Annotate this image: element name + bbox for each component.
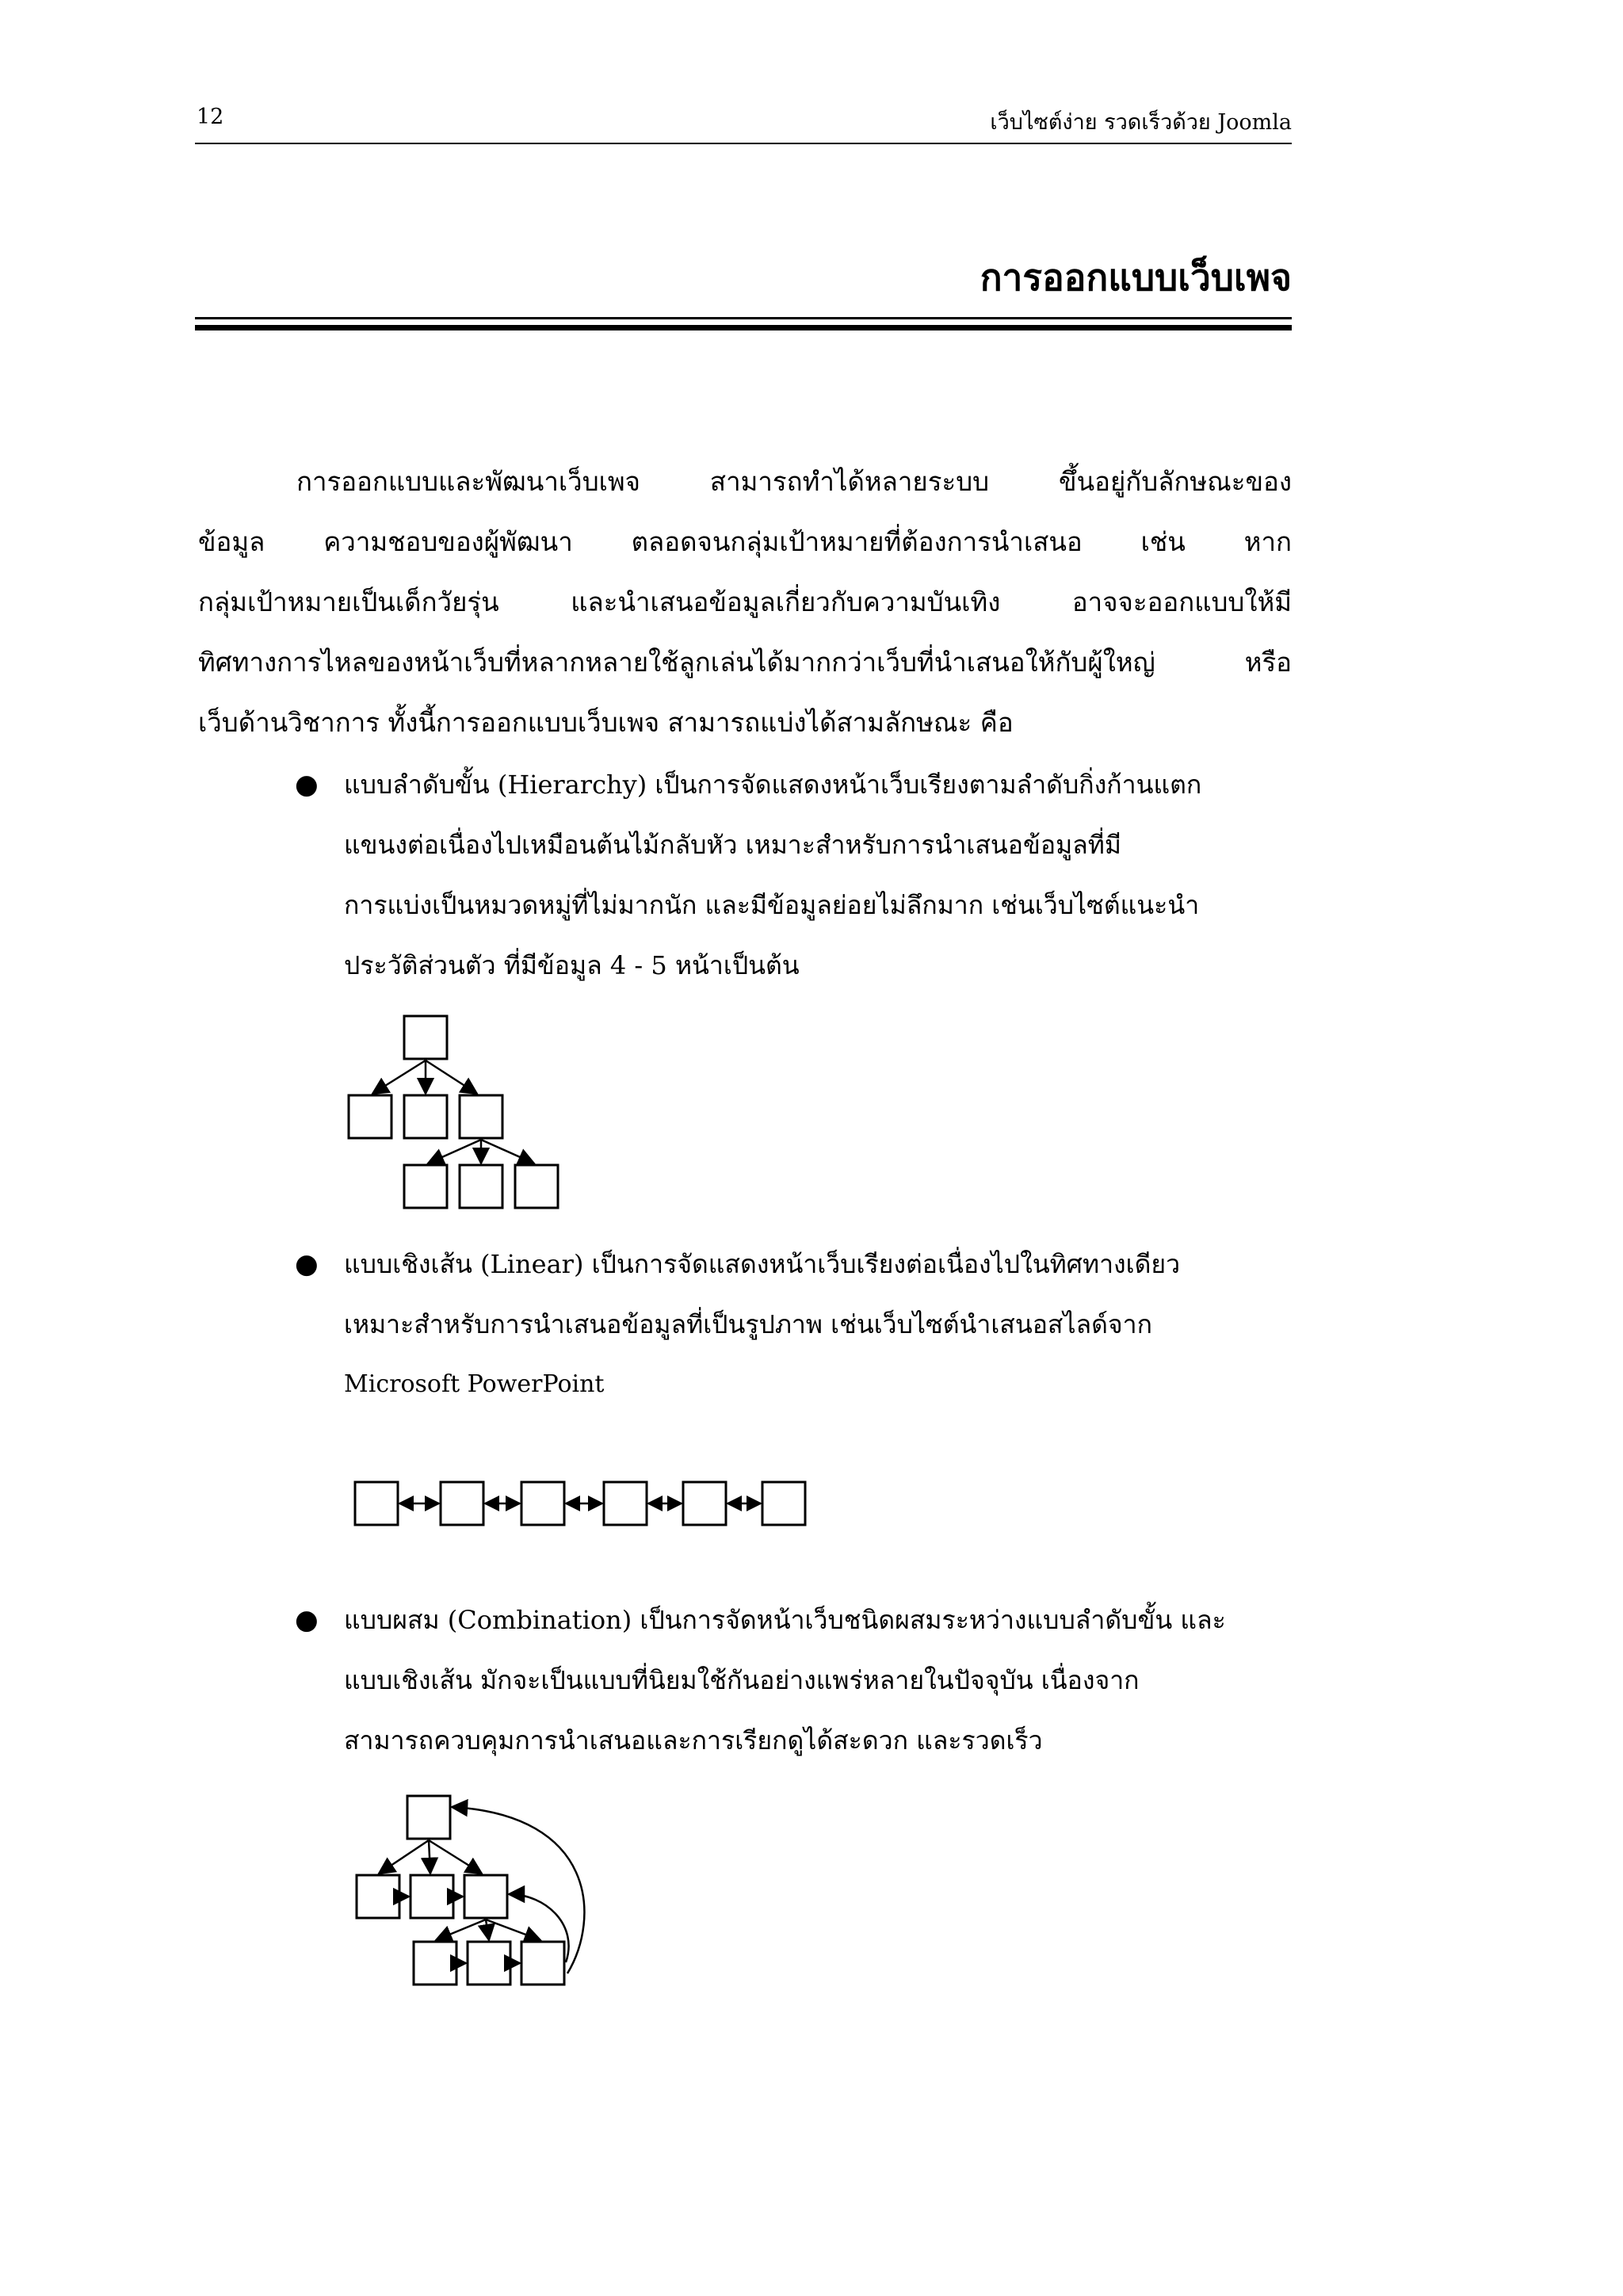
bullet-linear: [295, 1234, 1290, 1415]
intro-line: ข้อมูล ความชอบของผู้พัฒนา ตลอดจนกลุ่มเป้าหมายที่ต้องการนำเสนอ เช่น หาก: [198, 526, 1292, 557]
bullet-line: สามารถควบคุมการนำเสนอและการเรียกดูได้สะดวก และรวดเร็ว: [344, 1725, 1043, 1755]
page-node: [762, 1482, 805, 1525]
page-node: [460, 1165, 502, 1208]
linear-diagram: [352, 1476, 812, 1531]
bullet-dot: ●: [295, 1604, 319, 1636]
title-rule-thin: [195, 317, 1292, 319]
title-rule-thick: [195, 325, 1292, 330]
bullet-line: แบบเชิงเส้น มักจะเป็นแบบที่นิยมใช้กันอย่างแพร่หลายในปัจจุบัน เนื่องจาก: [344, 1665, 1140, 1695]
page-node: [411, 1875, 453, 1918]
combination-diagram: [349, 1783, 602, 1997]
link-arrow: [372, 1060, 426, 1094]
page-node: [604, 1482, 647, 1525]
link-arrow: [428, 1140, 481, 1163]
bullet-line: แขนงต่อเนื่องไปเหมือนต้นไม้กลับหัว เหมาะสำหรับการนำเสนอข้อมูลที่มี: [344, 830, 1121, 860]
page-node: [468, 1942, 510, 1985]
link-arrow: [436, 1920, 486, 1940]
page-node: [357, 1875, 399, 1918]
link-arrow: [486, 1920, 540, 1940]
page-node: [521, 1482, 564, 1525]
page-node: [683, 1482, 726, 1525]
link-arrow: [429, 1840, 482, 1874]
bullet-dot: ●: [295, 769, 319, 800]
hierarchy-diagram: [341, 1007, 563, 1221]
link-arrow: [486, 1920, 489, 1940]
bullet-line: เหมาะสำหรับการนำเสนอข้อมูลที่เป็นรูปภาพ เช่นเว็บไซต์นำเสนอสไลด์จาก: [344, 1309, 1153, 1339]
bullet-text: [344, 1590, 1290, 1771]
intro-line: ทิศทางการไหลของหน้าเว็บที่หลากหลายใช้ลูกเล่นได้มากกว่าเว็บที่นำเสนอให้กับผู้ใหญ่ หรือ: [198, 647, 1292, 678]
page-node: [349, 1095, 391, 1138]
bullet-combination: [295, 1590, 1290, 1771]
page-node: [521, 1942, 564, 1985]
link-arrow: [426, 1060, 477, 1094]
link-arrow: [481, 1140, 534, 1163]
page-node: [414, 1942, 456, 1985]
bullet-line: ประวัติส่วนตัว ที่มีข้อมูล 4 - 5 หน้าเป็นต้น: [344, 950, 800, 980]
intro-line: การออกแบบและพัฒนาเว็บเพจ สามารถทำได้หลายระบบ ขึ้นอยู่กับลักษณะของ: [296, 466, 1292, 497]
page-node: [404, 1165, 447, 1208]
bullet-line: แบบเชิงเส้น (Linear) เป็นการจัดแสดงหน้าเว็บเรียงต่อเนื่องไปในทิศทางเดียว: [344, 1249, 1181, 1279]
intro-line: เว็บด้านวิชาการ ทั้งนี้การออกแบบเว็บเพจ สามารถแบ่งได้สามลักษณะ คือ: [198, 707, 1014, 738]
page-node: [460, 1095, 502, 1138]
bullet-line: การแบ่งเป็นหมวดหมู่ที่ไม่มากนัก และมีข้อมูลย่อยไม่ลึกมาก เช่นเว็บไซต์แนะนำ: [344, 890, 1200, 920]
page-number: 12: [197, 105, 224, 129]
link-arrow: [379, 1840, 429, 1874]
page-node: [464, 1875, 507, 1918]
page-node: [515, 1165, 558, 1208]
bullet-hierarchy: [295, 755, 1290, 995]
intro-paragraph: [198, 452, 1292, 753]
bullet-line: แบบผสม (Combination) เป็นการจัดหน้าเว็บชนิดผสมระหว่างแบบลำดับขั้น และ: [344, 1605, 1226, 1635]
page-node: [404, 1095, 447, 1138]
bullet-dot: ●: [295, 1248, 319, 1280]
bullet-text: [344, 1234, 1290, 1415]
page-node: [404, 1016, 447, 1059]
header-rule: [195, 143, 1292, 144]
bullet-line: แบบลำดับขั้น (Hierarchy) เป็นการจัดแสดงหน้าเว็บเรียงตามลำดับกิ่งก้านแตก: [344, 770, 1202, 800]
bullet-line: Microsoft PowerPoint: [344, 1370, 605, 1398]
page-node: [355, 1482, 398, 1525]
bullet-text: [344, 755, 1290, 995]
chapter-title: การออกแบบเว็บเพจ: [980, 256, 1292, 299]
intro-line: กลุ่มเป้าหมายเป็นเด็กวัยรุ่น และนำเสนอข้อมูลเกี่ยวกับความบันเทิง อาจจะออกแบบให้มี: [198, 586, 1292, 617]
page-node: [441, 1482, 483, 1525]
link-arrow: [429, 1840, 430, 1874]
page-node: [407, 1796, 450, 1839]
running-header-title: เว็บไซต์ง่าย รวดเร็วด้วย Joomla: [990, 110, 1292, 135]
return-arrow: [509, 1894, 569, 1962]
